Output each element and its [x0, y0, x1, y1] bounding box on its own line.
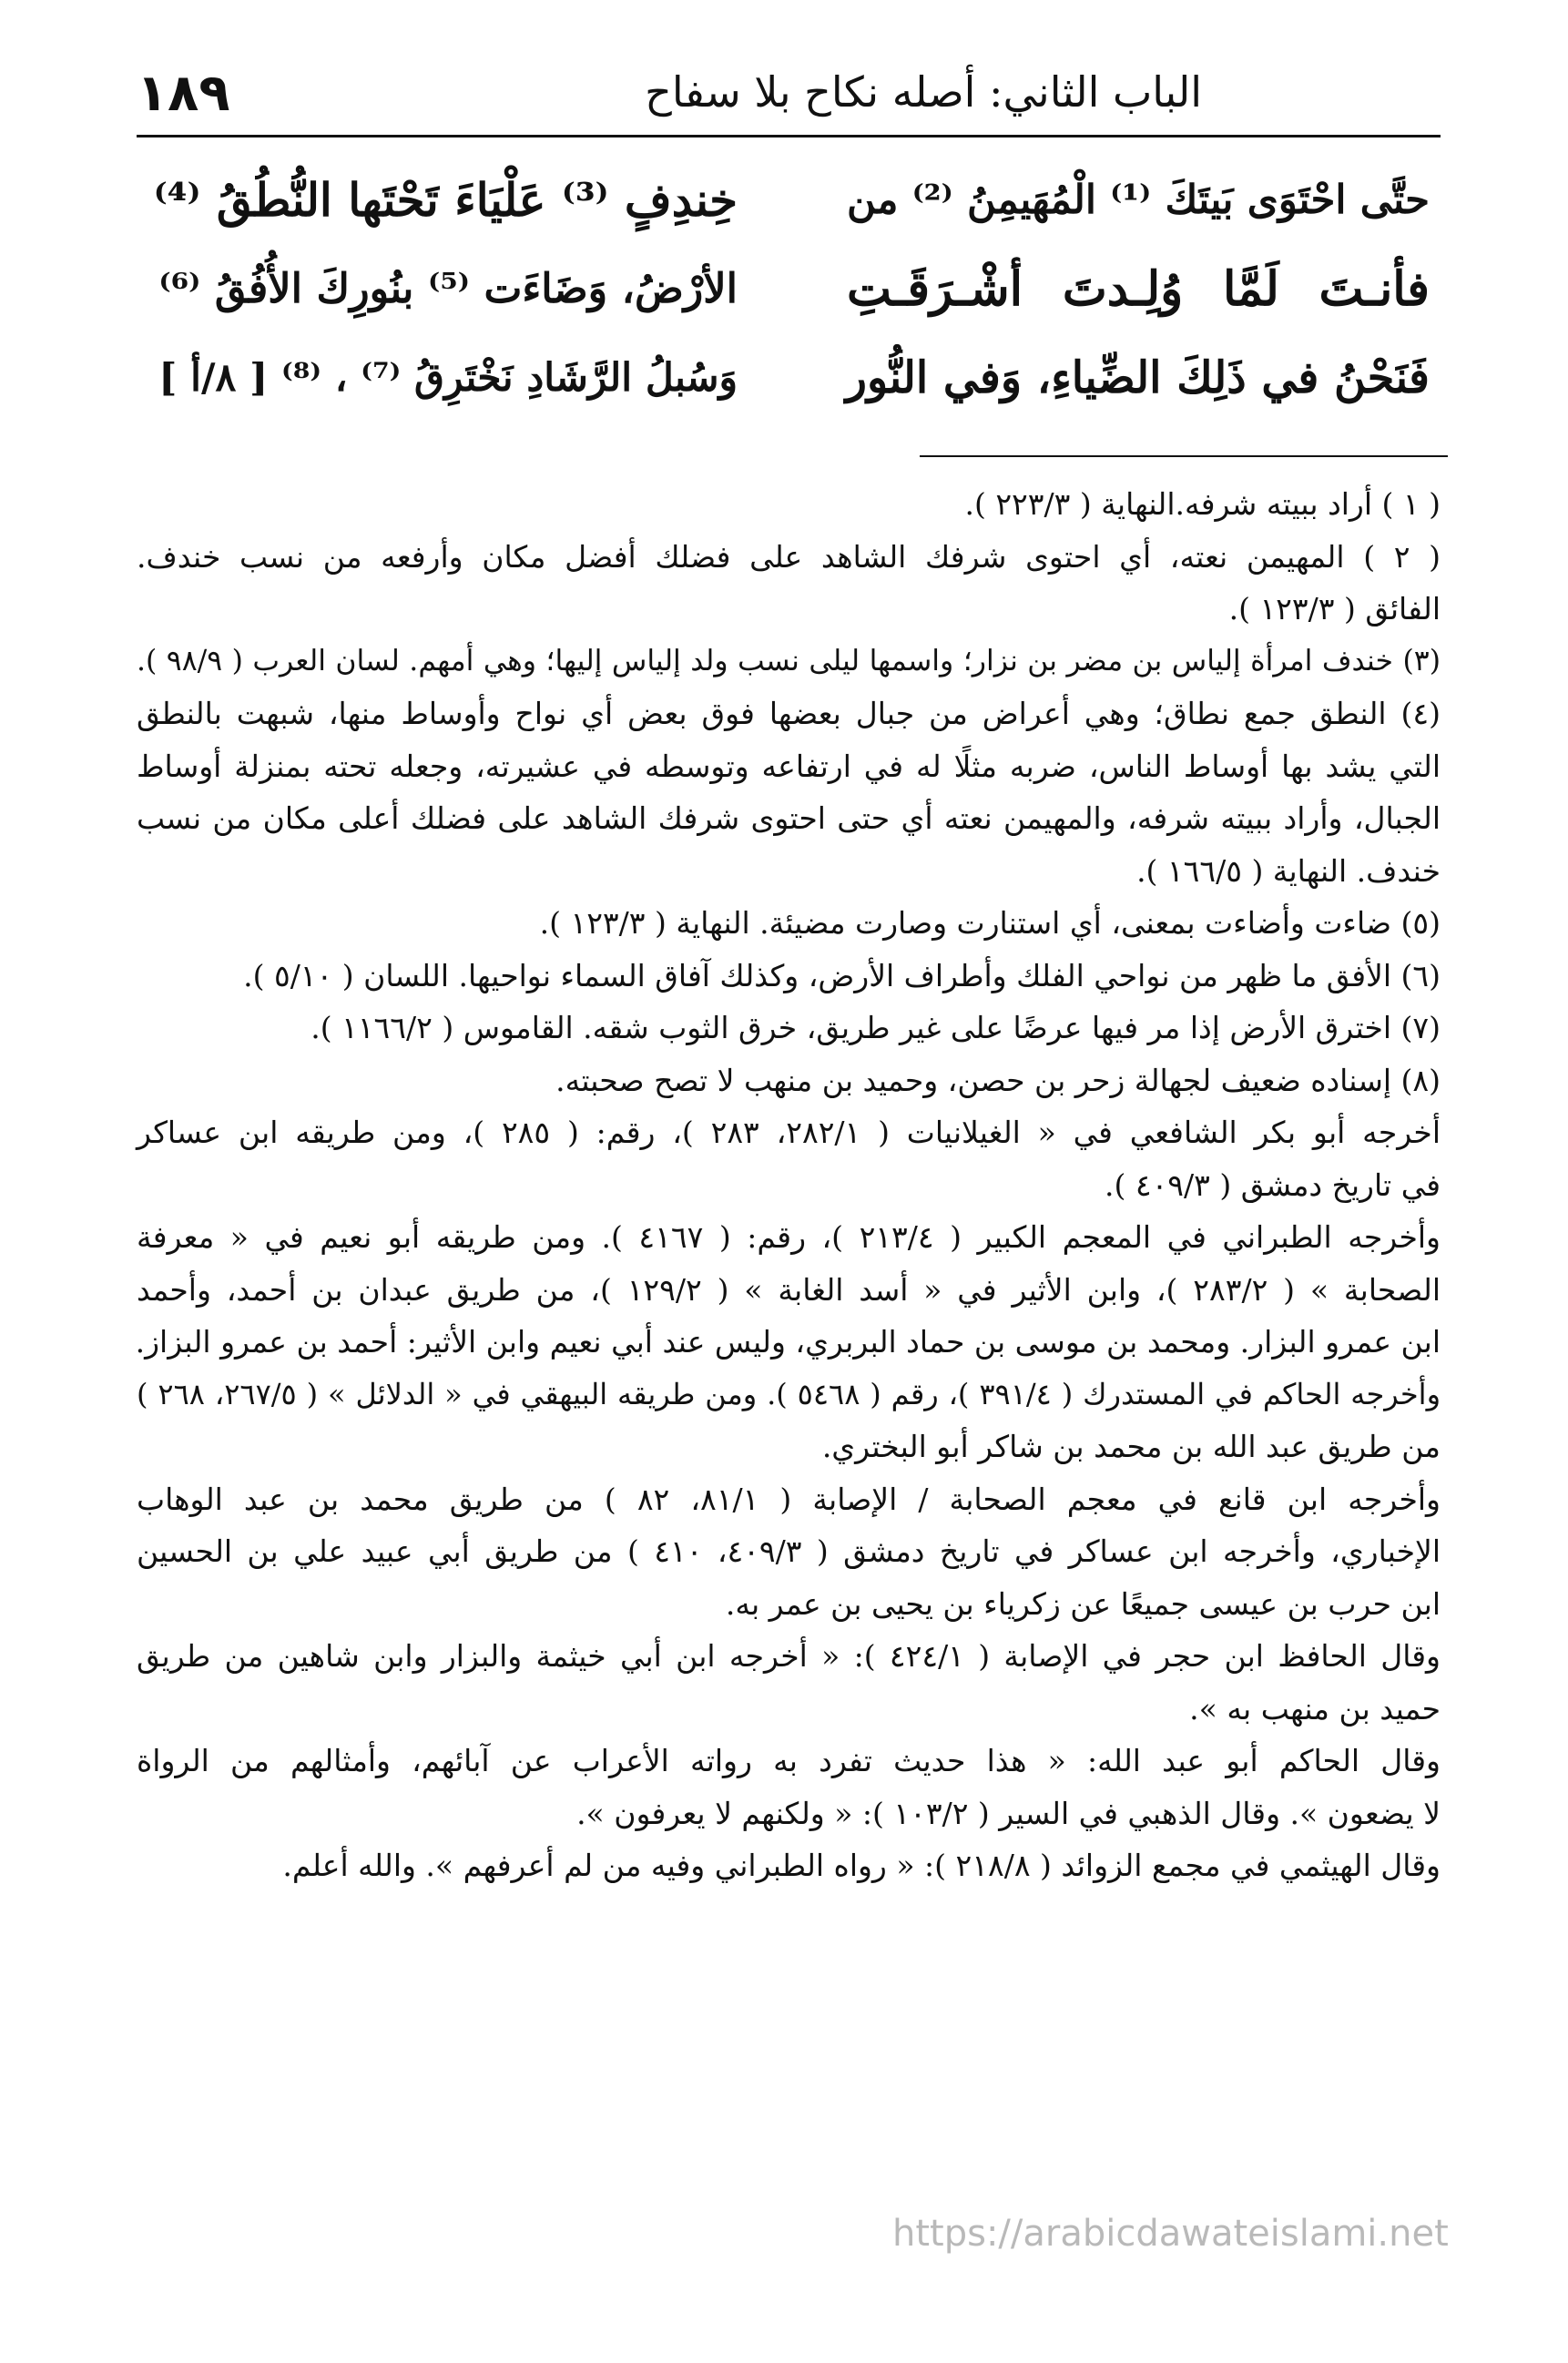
footnote-separator [920, 455, 1448, 457]
footnote-line: حميد بن منهب به ». [1189, 1690, 1441, 1726]
footnote-line: (٨) إسناده ضعيف لجهالة زحر بن حصن، وحميد بن منهب لا تصح صحبته. [555, 1062, 1441, 1098]
footnote-line: الإخباري، وأخرجه ابن عساكر في تاريخ دمشق ( ٤٠٩/٣، ٤١٠ ) من طريق أبي عبيد علي بن الحسين [137, 1533, 1441, 1569]
page-number: ١٨٩ [137, 64, 230, 123]
footnotes [137, 478, 1441, 1892]
poem-hemistich-first: فَنَحْنُ في ذَلِكَ الضِّياءِ، وَفي النُّور [845, 352, 1430, 403]
footnote-line: وأخرجه الحاكم في المستدرك ( ٣٩١/٤ )، رقم ( ٥٤٦٨ ). ومن طريقه البيهقي في « الدلائل » ( ٢٦٧/٥، ٢٦٨ ) [137, 1376, 1441, 1411]
footnote-line: لا يضعون ». وقال الذهبي في السير ( ١٠٣/٢ ): « ولكنهم لا يعرفون ». [576, 1795, 1441, 1831]
poem-line [155, 333, 1430, 423]
footnote-line: خندف. النهاية ( ١٦٦/٥ ). [1136, 852, 1441, 889]
footnote-line: (٤) النطق جمع نطاق؛ وهي أعراض من جبال بعضها فوق بعض أي نواح وأوساط منها، شبهت بالنطق [137, 696, 1441, 731]
footnote-line: (٣) خندف امرأة إلياس بن مضر بن نزار؛ واسمها ليلى نسب ولد إلياس إليها؛ وهي أمهم. لسان العرب ( ٩٨/٩ ). [137, 644, 1441, 677]
footnote-line: الجبال، وأراد ببيته شرفه، والمهيمن نعته أي حتى احتوى شرفك الشاهد على فضلك أعلى مكان من نسب [137, 800, 1441, 836]
poem-line [155, 155, 1430, 244]
footnote-line: الصحابة » ( ٢٨٣/٢ )، وابن الأثير في « أسد الغابة » ( ١٢٩/٢ )، من طريق عبدان بن أحمد، وأحمد [137, 1271, 1441, 1308]
footnote-line: وقال الهيثمي في مجمع الزوائد ( ٢١٨/٨ ): « رواه الطبراني وفيه من لم أعرفهم ». والله أعلم. [282, 1848, 1441, 1883]
poem [155, 155, 1430, 423]
footnote-line: في تاريخ دمشق ( ٤٠٩/٣ ). [1105, 1166, 1441, 1203]
poem-hemistich-second: الأرْضُ، وَضَاءَت ⁽⁵⁾ بنُورِكَ الأُفُقُ ⁽⁶⁾ [158, 265, 738, 312]
footnote-line: (٧) اخترق الأرض إذا مر فيها عرضًا على غير طريق، خرق الثوب شقه. القاموس ( ١١٦٦/٢ ). [311, 1010, 1441, 1045]
footnote-line: وأخرجه ابن قانع في معجم الصحابة / الإصابة ( ٨١/١، ٨٢ ) من طريق محمد بن عبد الوهاب [137, 1481, 1441, 1517]
footnote-line: وأخرجه الطبراني في المعجم الكبير ( ٢١٣/٤ )، رقم: ( ٤١٦٧ ). ومن طريقه أبو نعيم في « معرفة [137, 1219, 1441, 1255]
footnote-line: التي يشد بها أوساط الناس، ضربه مثلًا له في ارتفاعه وتوسطه في عشيرته، وجعله تحته بمنزلة أوساط [137, 748, 1441, 784]
footnote-line: الفائق ( ١٢٣/٣ ). [1228, 591, 1441, 626]
footnote-line: (٥) ضاءت وأضاءت بمعنى، أي استنارت وصارت مضيئة. النهاية ( ١٢٣/٣ ). [539, 905, 1441, 941]
poem-hemistich-first: فأنـتَ لَمَّا وُلِـدتَ أشْـرَقَـتِ [847, 260, 1430, 317]
footnote-line: أخرجه أبو بكر الشافعي في « الغيلانيات ( ٢٨٢/١، ٢٨٣ )، رقم: ( ٢٨٥ )، ومن طريقه ابن عساكر [137, 1115, 1441, 1150]
footnote-line: ( ١ ) أراد ببيته شرفه.النهاية ( ٢٢٣/٣ ). [964, 486, 1441, 522]
page-header [137, 55, 1439, 137]
poem-hemistich-second: وَسُبلُ الرَّشَادِ نَخْتَرِقُ ⁽⁷⁾ ، ⁽⁸⁾ [ ٨/أ ] [158, 355, 738, 401]
footnote-line: وقال الحاكم أبو عبد الله: « هذا حديث تفرد به رواته الأعراب عن آبائهم، وأمثالهم من الرواة [137, 1743, 1441, 1778]
running-head: الباب الثاني: أصله نكاح بلا سفاح [645, 67, 1202, 117]
poem-line [155, 244, 1430, 333]
footnote-line: من طريق عبد الله بن محمد بن شاكر أبو البختري. [821, 1429, 1441, 1464]
footnote-line: ابن حرب بن عيسى جميعًا عن زكرياء بن يحيى بن عمر به. [725, 1585, 1441, 1622]
footnote-line: (٦) الأفق ما ظهر من نواحي الفلك وأطراف الأرض، وكذلك آفاق السماء نواحيها. اللسان ( ٥/١٠ ). [243, 957, 1441, 993]
footnote-line: ( ٢ ) المهيمن نعته، أي احتوى شرفك الشاهد على فضلك أفضل مكان وأرفعه من نسب خندف. [137, 538, 1441, 575]
footnote-line: ابن عمرو البزار. ومحمد بن موسى بن حماد البربري، وليس عند أبي نعيم وابن الأثير: أحمد بن عمرو البزاز. [135, 1324, 1441, 1360]
poem-hemistich-second: خِندِفٍ ⁽³⁾ عَلْيَاءَ تَحْتَها النُّطُقُ ⁽⁴⁾ [153, 172, 738, 227]
poem-hemistich-first: حتَّى احْتَوَى بَيتَكَ ⁽¹⁾ الْمُهَيمِنُ ⁽²⁾ من [847, 176, 1430, 223]
footnote-line: وقال الحافظ ابن حجر في الإصابة ( ٤٢٤/١ ): « أخرجه ابن أبي خيثمة والبزار وابن شاهين من طريق [137, 1638, 1441, 1674]
header-rule [137, 135, 1441, 138]
watermark: https://arabicdawateislami.net [892, 2213, 1449, 2255]
